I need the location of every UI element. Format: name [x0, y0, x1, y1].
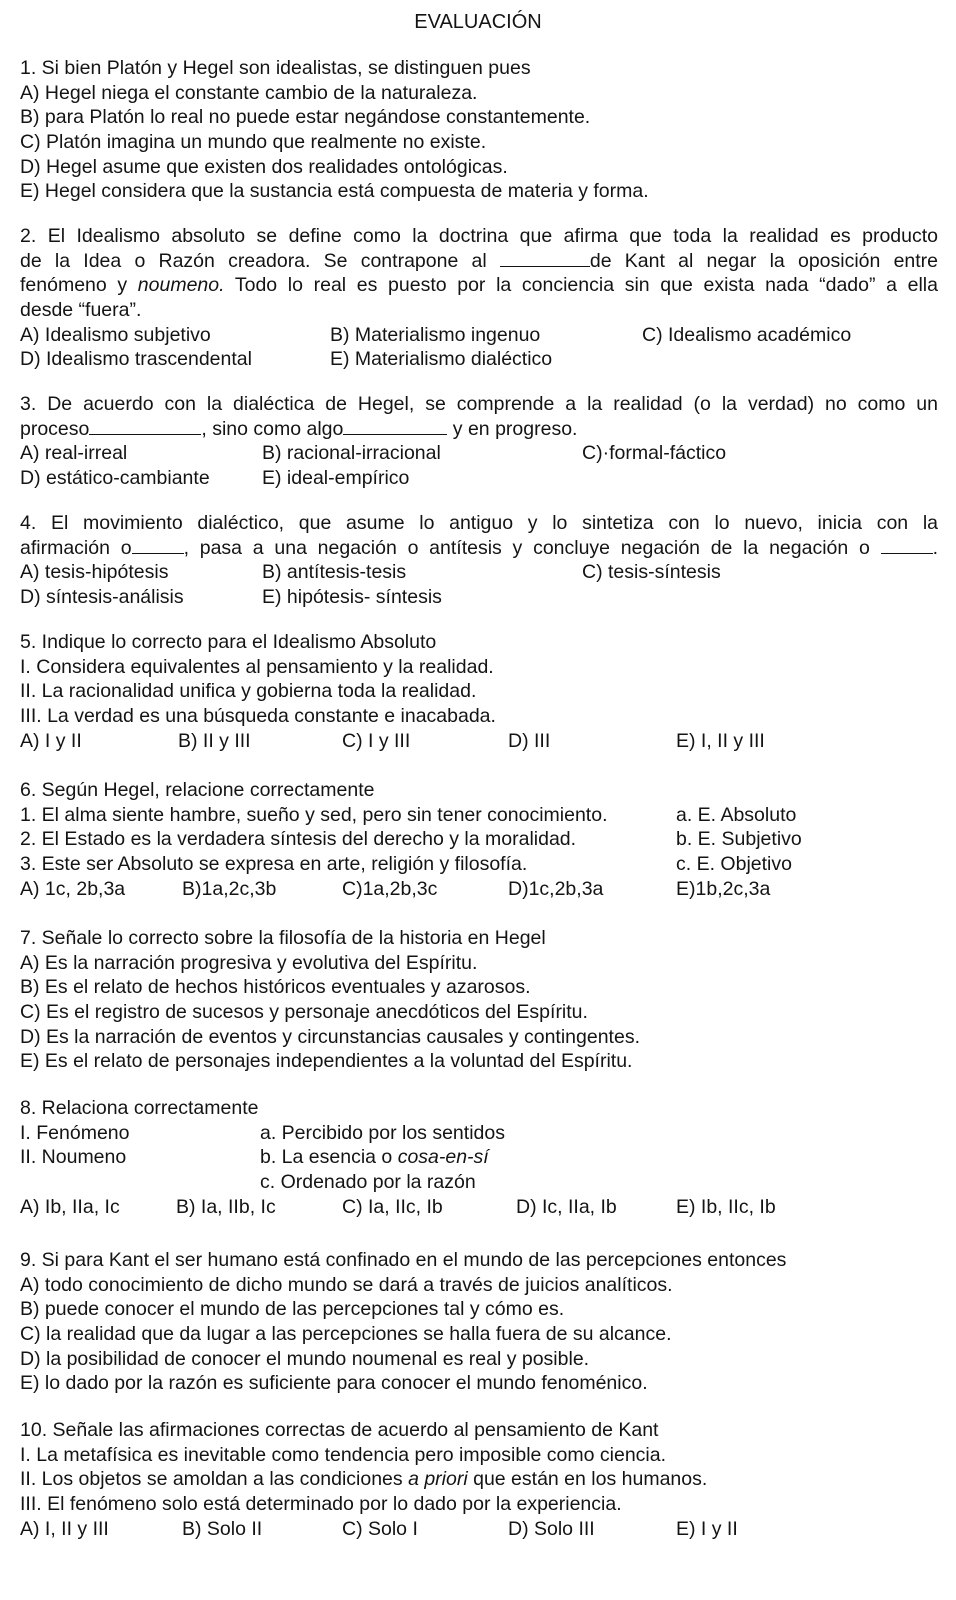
page-title: EVALUACIÓN [414, 11, 542, 33]
stem-text: proceso [20, 417, 90, 440]
match-right-c: c. E. Objetivo [676, 853, 792, 876]
question-2 [20, 224, 938, 372]
statement-iii: III. La verdad es una búsqueda constante e inacabada. [20, 705, 496, 728]
statement-text: II. Los objetos se amoldan a las condiciones [20, 1468, 403, 1491]
question-stem-line [20, 273, 938, 298]
options-row [20, 1195, 938, 1220]
statement-i: I. La metafísica es inevitable como tendencia pero imposible como ciencia. [20, 1443, 667, 1466]
question-stem: 7. Señale lo correcto sobre la filosofía de la historia en Hegel [20, 927, 546, 949]
option-a: A) I y II [20, 729, 82, 752]
option-c: C) Es el registro de sucesos y personaje anecdóticos del Espíritu. [20, 1001, 588, 1024]
option-d: D) Solo III [508, 1517, 595, 1540]
option-e: E) ideal-empírico [262, 467, 410, 490]
option-d: D) síntesis-análisis [20, 586, 184, 609]
option-a: A) tesis-hipótesis [20, 561, 169, 584]
answer-blank [881, 537, 933, 554]
stem-text: de Kant al negar la oposición entre [589, 249, 938, 272]
match-row [20, 1121, 938, 1146]
stem-text: y en progreso. [452, 417, 578, 440]
question-stem-line: desde “fuera”. [20, 299, 142, 322]
option-c: C)·formal-fáctico [582, 442, 727, 465]
question-9 [20, 1248, 938, 1396]
option-a: A) Idealismo subjetivo [20, 323, 211, 346]
match-left-3: 3. Este ser Absoluto se expresa en arte, religión y filosofía. [20, 853, 528, 876]
option-e: E)1b,2c,3a [676, 877, 771, 900]
question-7 [20, 926, 938, 1074]
option-e: E) Materialismo dialéctico [330, 348, 553, 371]
question-stem: 5. Indique lo correcto para el Idealismo Absoluto [20, 631, 437, 653]
answer-blank [132, 537, 184, 554]
match-right-a: a. Percibido por los sentidos [260, 1121, 505, 1144]
answer-blank [500, 250, 590, 267]
options-row [20, 441, 938, 466]
option-b: B) Materialismo ingenuo [330, 323, 541, 346]
option-b: B) Es el relato de hechos históricos eventuales y azarosos. [20, 976, 531, 999]
statement-italic-text: a priori [408, 1468, 468, 1491]
question-3 [20, 392, 938, 491]
option-d: D)1c,2b,3a [508, 877, 604, 900]
option-d: D) Es la narración de eventos y circunstancias causales y contingentes. [20, 1025, 640, 1048]
option-c: C) Platón imagina un mundo que realmente no existe. [20, 131, 487, 154]
option-e: E) hipótesis- síntesis [262, 586, 442, 609]
option-c: C) Solo I [342, 1517, 418, 1540]
option-d: D) estático-cambiante [20, 467, 210, 490]
question-stem: 8. Relaciona correctamente [20, 1097, 259, 1119]
match-left-ii: II. Noumeno [20, 1146, 127, 1169]
match-text: b. La esencia o [260, 1146, 393, 1169]
match-right-b [260, 1145, 489, 1170]
question-5 [20, 630, 938, 753]
match-right-a: a. E. Absoluto [676, 803, 797, 826]
question-1 [20, 56, 938, 204]
option-b: B) antítesis-tesis [262, 561, 407, 584]
option-c: C) tesis-síntesis [582, 561, 721, 584]
option-d: D) Idealismo trascendental [20, 348, 252, 371]
option-c: C) I y III [342, 729, 411, 752]
option-d: D) III [508, 729, 551, 752]
match-row [20, 1145, 938, 1170]
match-italic-text: cosa-en-sí [397, 1146, 489, 1169]
option-e: E) lo dado por la razón es suficiente para conocer el mundo fenoménico. [20, 1372, 648, 1395]
option-e: E) Ib, IIc, Ib [676, 1195, 776, 1218]
options-row [20, 466, 938, 491]
statement-i: I. Considera equivalentes al pensamiento y la realidad. [20, 655, 494, 678]
stem-text: Todo lo real es puesto por la conciencia sin que exista nada “dado” a ella [234, 274, 938, 297]
question-8 [20, 1096, 938, 1219]
option-e: E) I, II y III [676, 729, 765, 752]
question-stem-line: 2. El Idealismo absoluto se define como la doctrina que afirma que toda la realidad es producto [20, 225, 938, 247]
answer-blank [89, 418, 201, 435]
question-stem-line: 3. De acuerdo con la dialéctica de Hegel, se comprende a la realidad (o la verdad) no como un [20, 393, 938, 415]
option-a: A) Es la narración progresiva y evolutiva del Espíritu. [20, 951, 478, 974]
option-b: B) Ia, IIb, Ic [176, 1195, 276, 1218]
match-row [20, 1170, 938, 1195]
option-e: E) Es el relato de personajes independientes a la voluntad del Espíritu. [20, 1050, 633, 1073]
question-4 [20, 511, 938, 610]
match-row [20, 852, 938, 877]
match-row [20, 827, 938, 852]
stem-text: fenómeno y [20, 274, 128, 297]
options-row [20, 1517, 938, 1542]
options-row [20, 347, 938, 372]
question-stem: 1. Si bien Platón y Hegel son idealistas, se distinguen pues [20, 57, 531, 79]
option-c: C) Ia, IIc, Ib [342, 1195, 443, 1218]
option-b: B) II y III [178, 729, 251, 752]
options-row [20, 560, 938, 585]
stem-text: , sino como algo [201, 417, 344, 440]
statement-iii: III. El fenómeno solo está determinado por lo dado por la experiencia. [20, 1493, 622, 1516]
option-c: C) la realidad que da lugar a las percepciones se halla fuera de su alcance. [20, 1323, 672, 1346]
option-e: E) I y II [676, 1517, 738, 1540]
options-row [20, 323, 938, 348]
option-e: E) Hegel considera que la sustancia está compuesta de materia y forma. [20, 180, 649, 203]
question-stem-line: 4. El movimiento dialéctico, que asume lo antiguo y lo sintetiza con lo nuevo, inicia con la [20, 512, 938, 534]
option-a: A) I, II y III [20, 1517, 109, 1540]
question-stem: 10. Señale las afirmaciones correctas de acuerdo al pensamiento de Kant [20, 1419, 659, 1441]
match-right-b: b. E. Subjetivo [676, 828, 802, 851]
stem-text: afirmación o [20, 536, 132, 559]
option-a: A) Ib, IIa, Ic [20, 1195, 120, 1218]
question-stem-line [20, 249, 938, 274]
match-left-1: 1. El alma siente hambre, sueño y sed, pero sin tener conocimiento. [20, 803, 608, 826]
match-left-2: 2. El Estado es la verdadera síntesis del derecho y la moralidad. [20, 828, 577, 851]
match-row [20, 803, 938, 828]
question-stem: 9. Si para Kant el ser humano está confinado en el mundo de las percepciones entonces [20, 1249, 787, 1271]
options-row [20, 585, 938, 610]
option-b: B) Solo II [182, 1517, 263, 1540]
option-c: C) Idealismo académico [642, 323, 852, 346]
stem-text: . [932, 536, 938, 559]
option-b: B) puede conocer el mundo de las percepciones tal y cómo es. [20, 1298, 565, 1321]
question-stem-line [20, 536, 938, 561]
option-b: B) racional-irracional [262, 442, 441, 465]
option-b: B)1a,2c,3b [182, 877, 277, 900]
option-d: D) Ic, IIa, Ib [516, 1195, 617, 1218]
question-stem-line [20, 417, 938, 442]
option-a: A) Hegel niega el constante cambio de la naturaleza. [20, 81, 478, 104]
match-left-i: I. Fenómeno [20, 1121, 130, 1144]
statement-ii [20, 1467, 938, 1492]
stem-text: de la Idea o Razón creadora. Se contrapone al [20, 249, 487, 272]
question-10 [20, 1418, 938, 1541]
stem-italic-text: noumeno. [137, 274, 225, 297]
stem-text: , pasa a una negación o antítesis y concluye negación de la negación o [183, 536, 870, 559]
option-d: D) Hegel asume que existen dos realidades ontológicas. [20, 155, 508, 178]
option-a: A) todo conocimiento de dicho mundo se dará a través de juicios analíticos. [20, 1273, 673, 1296]
match-right-c: c. Ordenado por la razón [260, 1171, 476, 1194]
options-row [20, 729, 938, 754]
option-d: D) la posibilidad de conocer el mundo noumenal es real y posible. [20, 1347, 590, 1370]
option-a: A) 1c, 2b,3a [20, 877, 126, 900]
question-stem: 6. Según Hegel, relacione correctamente [20, 779, 375, 801]
option-a: A) real-irreal [20, 442, 128, 465]
option-c: C)1a,2b,3c [342, 877, 438, 900]
answer-blank [343, 418, 447, 435]
question-6 [20, 778, 938, 901]
statement-ii: II. La racionalidad unifica y gobierna toda la realidad. [20, 680, 477, 703]
options-row [20, 877, 938, 902]
option-b: B) para Platón lo real no puede estar negándose constantemente. [20, 106, 591, 129]
statement-text: que están en los humanos. [473, 1468, 708, 1491]
